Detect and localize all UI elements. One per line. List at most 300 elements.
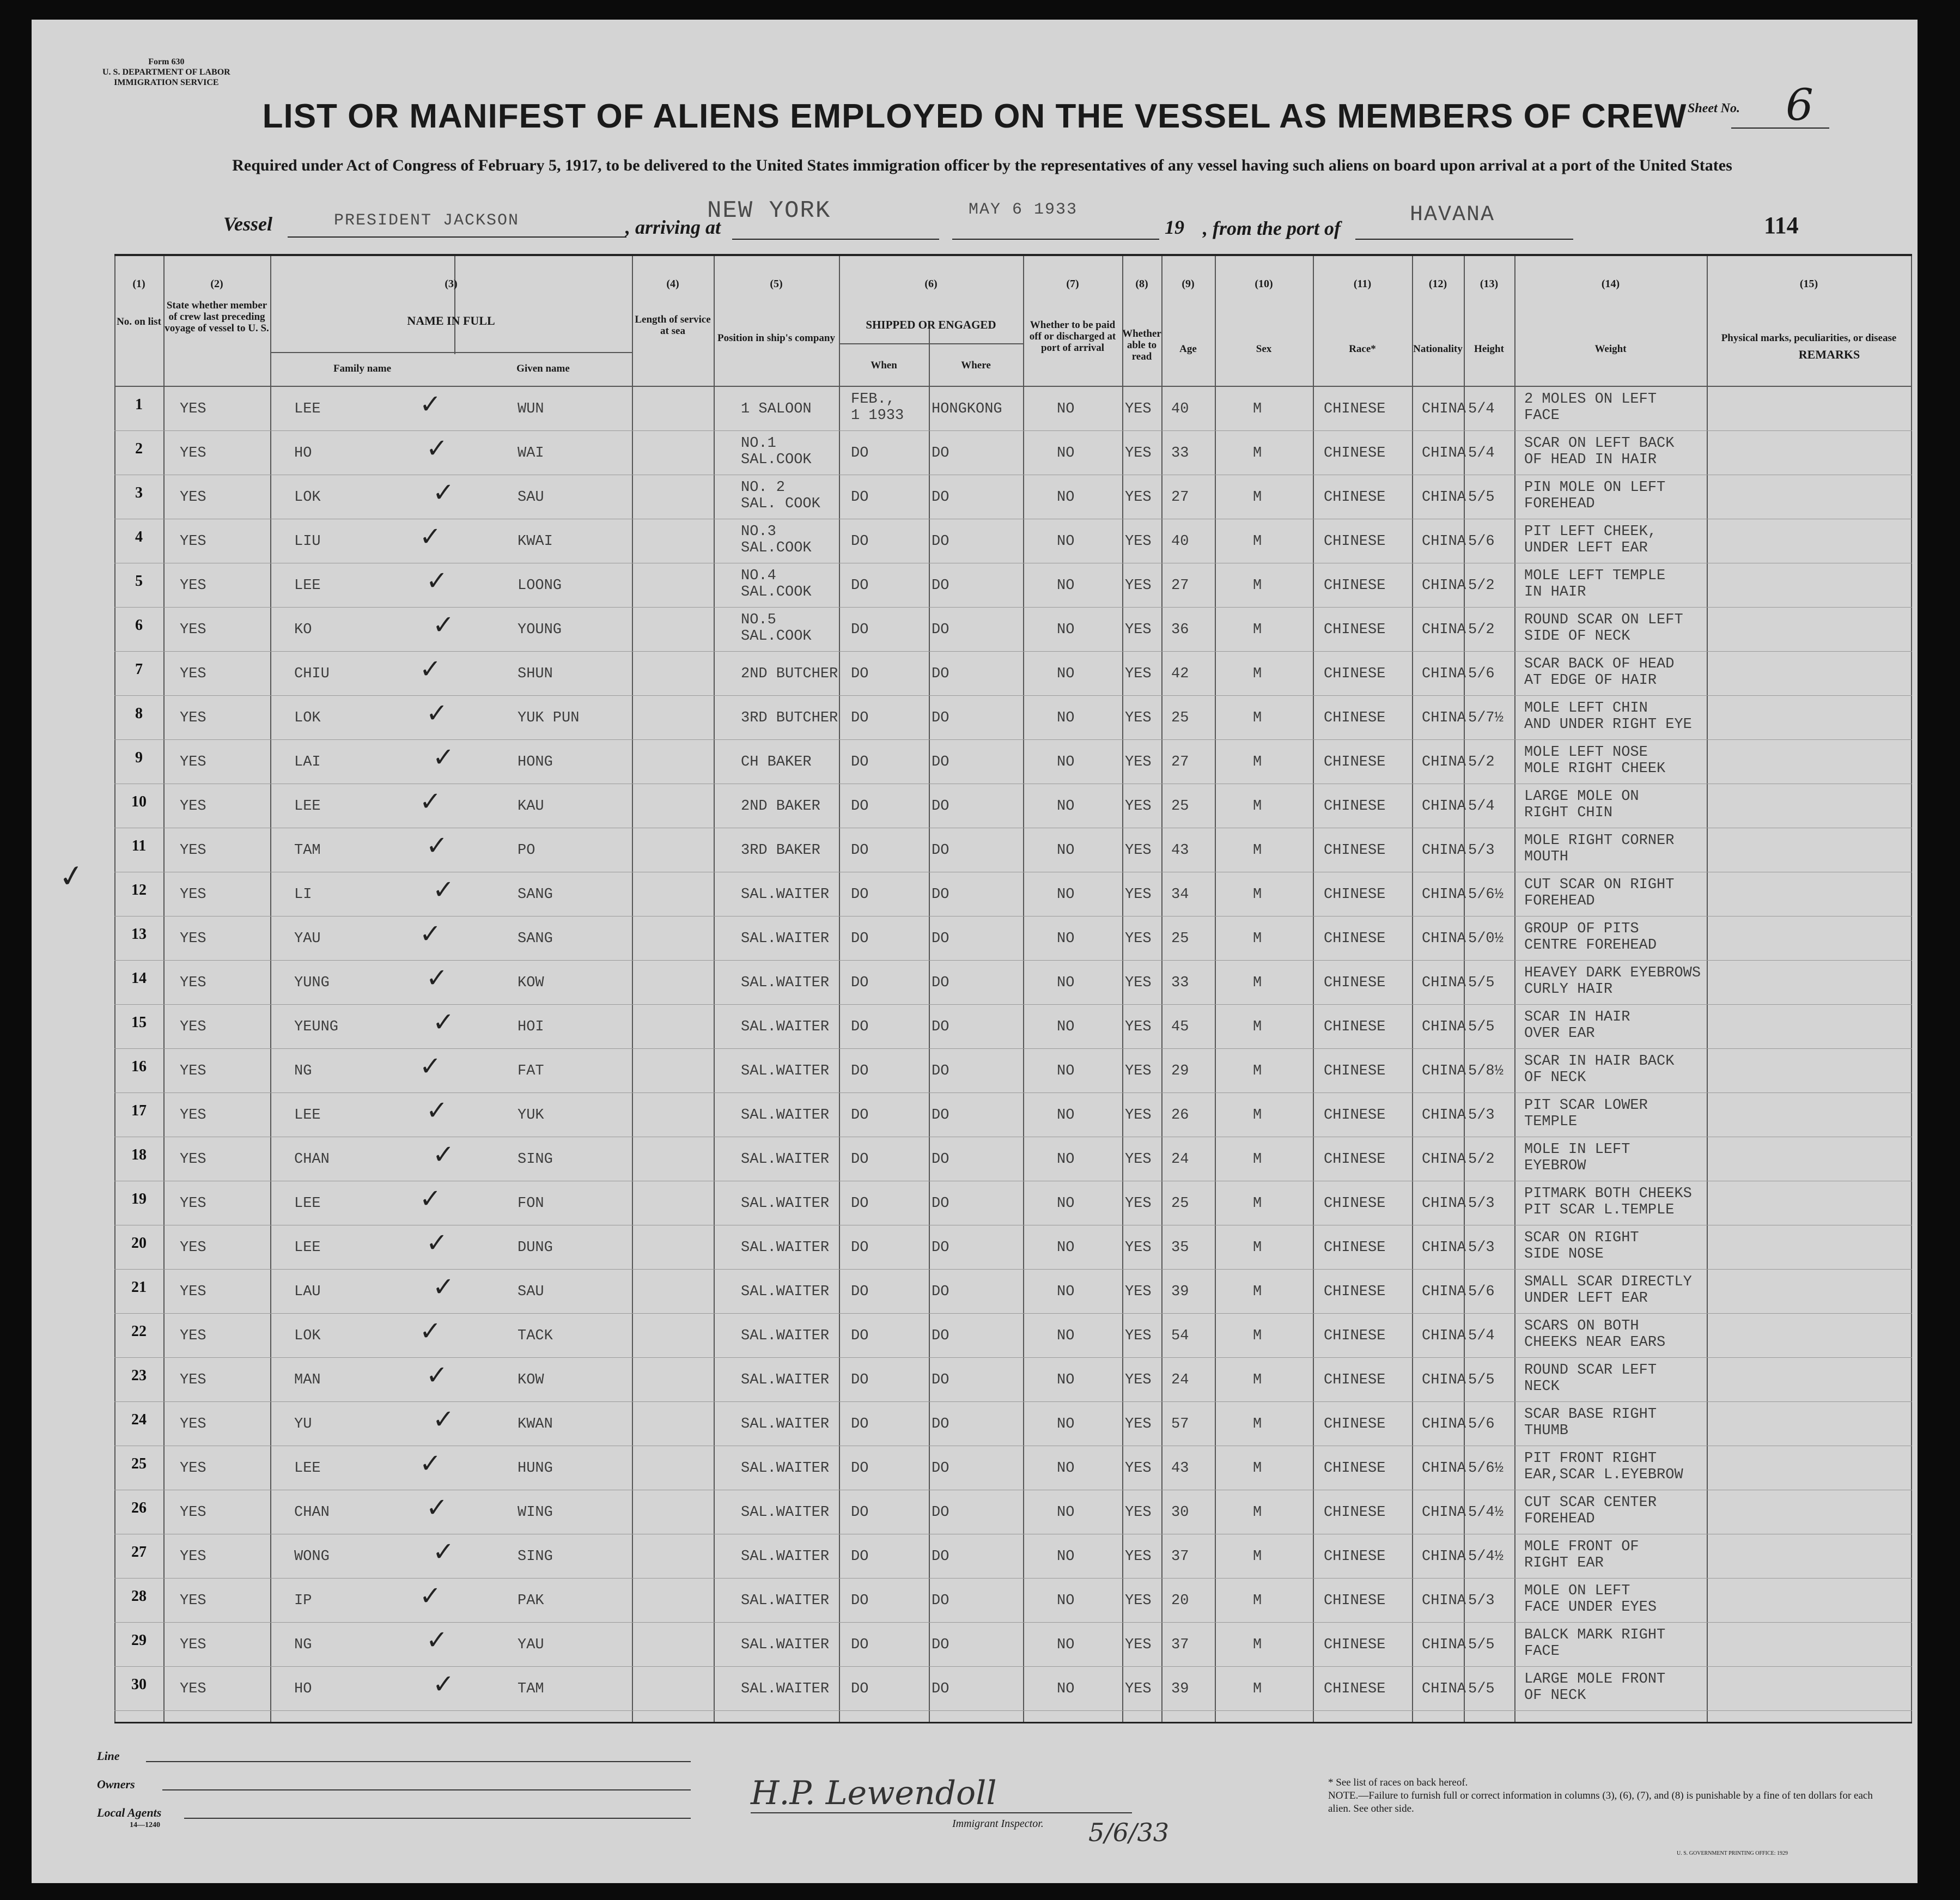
cell-sex: M [1253,666,1262,682]
department-name: U. S. DEPARTMENT OF LABOR [102,68,230,77]
cell-race: CHINESE [1324,842,1386,859]
cell-marks: PIN MOLE ON LEFT FOREHEAD [1524,479,1666,512]
cell-when: DO [851,1504,869,1521]
cell-sex: M [1253,1416,1262,1432]
cell-read: YES [1125,1063,1152,1079]
header-no-on-list: No. on list [117,316,161,327]
cell-read: YES [1125,887,1152,903]
cell-prev: YES [180,1372,206,1388]
cell-when: DO [851,1328,869,1344]
cell-sex: M [1253,1019,1262,1035]
cell-race: CHINESE [1324,1063,1386,1079]
checkmark-icon: ✓ [433,1139,455,1170]
table-row [114,916,1912,960]
cell-height: 5/2 [1468,754,1495,770]
cell-where: DO [932,1019,949,1035]
cell-position: 2ND BUTCHER [741,666,838,682]
checkmark-icon: ✓ [419,521,442,552]
cell-when: DO [851,1107,869,1124]
cell-given: SAU [518,489,544,506]
cell-no: 6 [135,617,143,634]
cell-race: CHINESE [1324,1416,1386,1432]
cell-height: 5/5 [1468,1637,1495,1653]
cell-family: LAU [294,1284,321,1300]
name-subheader-rule [270,352,632,353]
cell-position: CH BAKER [741,754,812,770]
cell-position: 2ND BAKER [741,798,820,815]
cell-read: YES [1125,1681,1152,1697]
cell-race: CHINESE [1324,975,1386,991]
cell-age: 43 [1171,1460,1189,1477]
cell-family: CHAN [294,1151,330,1168]
cell-read: YES [1125,1019,1152,1035]
cell-read: YES [1125,578,1152,594]
cell-paid: NO [1057,1504,1075,1521]
cell-prev: YES [180,1151,206,1168]
table-row [114,1314,1912,1357]
cell-height: 5/6 [1468,1284,1495,1300]
cell-paid: NO [1057,622,1075,638]
from-port-label: , from the port of [1203,217,1341,239]
cell-given: YUK [518,1107,544,1124]
cell-race: CHINESE [1324,666,1386,682]
year-label: 19 [1165,216,1184,238]
header-nationality: Nationality [1413,343,1463,355]
cell-paid: NO [1057,1195,1075,1212]
header-name-in-full: NAME IN FULL [407,314,495,327]
cell-height: 5/2 [1468,1151,1495,1168]
checkmark-icon: ✓ [419,1183,442,1214]
cell-paid: NO [1057,666,1075,682]
cell-where: DO [932,754,949,770]
cell-sex: M [1253,1549,1262,1565]
header-age: Age [1179,343,1197,355]
cell-given: TAM [518,1681,544,1697]
cell-race: CHINESE [1324,401,1386,417]
col-number: (9) [1182,278,1195,290]
cell-where: DO [932,1372,949,1388]
cell-given: YAU [518,1637,544,1653]
cell-read: YES [1125,533,1152,550]
cell-family: IP [294,1593,312,1609]
cell-height: 5/3 [1468,1593,1495,1609]
printer-imprint: U. S. GOVERNMENT PRINTING OFFICE: 1929 [1677,1850,1788,1856]
cell-no: 24 [131,1411,147,1428]
cell-paid: NO [1057,798,1075,815]
cell-position: 3RD BAKER [741,842,820,859]
cell-given: KWAN [518,1416,553,1432]
cell-given: YOUNG [518,622,562,638]
cell-height: 5/7½ [1468,710,1504,726]
cell-prev: YES [180,533,206,550]
cell-sex: M [1253,578,1262,594]
cell-paid: NO [1057,1593,1075,1609]
cell-marks: MOLE LEFT TEMPLE IN HAIR [1524,568,1666,600]
cell-age: 27 [1171,754,1189,770]
cell-nat: CHINA [1422,1681,1466,1697]
header-able-read: Whether able to read [1122,328,1161,362]
checkmark-icon: ✓ [419,1316,442,1346]
cell-marks: CUT SCAR CENTER FOREHEAD [1524,1495,1657,1527]
cell-read: YES [1125,1195,1152,1212]
cell-nat: CHINA [1422,1460,1466,1477]
cell-given: HUNG [518,1460,553,1477]
cell-race: CHINESE [1324,1504,1386,1521]
header-race: Race* [1349,343,1376,355]
cell-height: 5/5 [1468,1019,1495,1035]
checkmark-icon: ✓ [433,477,455,508]
cell-race: CHINESE [1324,710,1386,726]
cell-read: YES [1125,1637,1152,1653]
cell-no: 28 [131,1588,147,1605]
cell-position: SAL.WAITER [741,1549,830,1565]
cell-prev: YES [180,1416,206,1432]
checkmark-icon: ✓ [426,1095,448,1126]
cell-height: 5/4½ [1468,1504,1504,1521]
cell-when: DO [851,1019,869,1035]
table-row [114,1137,1912,1181]
cell-no: 4 [135,529,143,545]
cell-family: LOK [294,1328,321,1344]
cell-nat: CHINA [1422,931,1466,947]
cell-nat: CHINA [1422,887,1466,903]
table-row [114,475,1912,519]
cell-age: 20 [1171,1593,1189,1609]
cell-paid: NO [1057,1284,1075,1300]
cell-when: DO [851,445,869,462]
cell-when: DO [851,1284,869,1300]
document-title: LIST OR MANIFEST OF ALIENS EMPLOYED ON THE VESSEL AS MEMBERS OF CREW [262,98,1687,135]
cell-height: 5/3 [1468,842,1495,859]
cell-family: YAU [294,931,321,947]
cell-read: YES [1125,1328,1152,1344]
col-number: (11) [1353,278,1372,290]
cell-when: DO [851,1240,869,1256]
cell-sex: M [1253,1372,1262,1388]
cell-family: KO [294,622,312,638]
cell-age: 39 [1171,1681,1189,1697]
cell-age: 24 [1171,1151,1189,1168]
cell-given: LOONG [518,578,562,594]
cell-where: DO [932,1593,949,1609]
cell-nat: CHINA [1422,1284,1466,1300]
cell-race: CHINESE [1324,1107,1386,1124]
checkmark-icon: ✓ [426,1492,448,1523]
service-name: IMMIGRATION SERVICE [114,78,219,87]
cell-prev: YES [180,975,206,991]
cell-no: 2 [135,440,143,457]
cell-read: YES [1125,1549,1152,1565]
cell-where: DO [932,1416,949,1432]
cell-read: YES [1125,931,1152,947]
cell-no: 25 [131,1455,147,1472]
cell-age: 26 [1171,1107,1189,1124]
cell-prev: YES [180,798,206,815]
cell-read: YES [1125,1504,1152,1521]
cell-family: MAN [294,1372,321,1388]
cell-marks: SCAR ON LEFT BACK OF HEAD IN HAIR [1524,435,1675,468]
cell-marks: ROUND SCAR LEFT NECK [1524,1362,1657,1395]
cell-race: CHINESE [1324,1019,1386,1035]
cell-race: CHINESE [1324,1372,1386,1388]
cell-height: 5/8½ [1468,1063,1504,1079]
cell-prev: YES [180,842,206,859]
cell-position: NO.4 SAL.COOK [741,568,812,600]
col-number: (14) [1601,278,1620,290]
checkmark-icon: ✓ [426,830,448,861]
cell-race: CHINESE [1324,1460,1386,1477]
cell-paid: NO [1057,710,1075,726]
table-row [114,431,1912,475]
cell-position: SAL.WAITER [741,975,830,991]
header-physical-marks: Physical marks, peculiarities, or disease [1721,332,1897,344]
cell-age: 35 [1171,1240,1189,1256]
checkmark-icon: ✓ [433,610,455,640]
cell-nat: CHINA [1422,1549,1466,1565]
cell-nat: CHINA [1422,1240,1466,1256]
cell-paid: NO [1057,1328,1075,1344]
cell-prev: YES [180,931,206,947]
cell-paid: NO [1057,842,1075,859]
cell-age: 27 [1171,489,1189,506]
cell-no: 14 [131,970,147,987]
cell-marks: CUT SCAR ON RIGHT FOREHEAD [1524,877,1675,909]
cell-family: LI [294,887,312,903]
cell-family: CHAN [294,1504,330,1521]
cell-sex: M [1253,1681,1262,1697]
table-row [114,1402,1912,1446]
cell-marks: PIT LEFT CHEEK, UNDER LEFT EAR [1524,524,1657,556]
checkmark-icon: ✓ [426,1625,448,1655]
cell-height: 5/4 [1468,798,1495,815]
cell-prev: YES [180,1460,206,1477]
cell-sex: M [1253,1504,1262,1521]
cell-no: 8 [135,705,143,722]
cell-marks: SCARS ON BOTH CHEEKS NEAR EARS [1524,1318,1666,1351]
cell-age: 25 [1171,931,1189,947]
cell-nat: CHINA [1422,1328,1466,1344]
cell-where: DO [932,798,949,815]
checkmark-icon: ✓ [419,1448,442,1479]
cell-prev: YES [180,666,206,682]
cell-when: DO [851,1151,869,1168]
cell-given: KOW [518,1372,544,1388]
cell-family: LEE [294,1107,321,1124]
cell-marks: MOLE RIGHT CORNER MOUTH [1524,833,1675,865]
cell-paid: NO [1057,1549,1075,1565]
cell-when: DO [851,798,869,815]
table-row [114,563,1912,607]
cell-read: YES [1125,1460,1152,1477]
footnotes [1328,1776,1884,1816]
cell-given: PAK [518,1593,544,1609]
sheet-number-label: Sheet No. [1688,101,1740,116]
cell-family: YU [294,1416,312,1432]
cell-position: NO. 2 SAL. COOK [741,479,820,512]
col-number: (6) [924,278,938,290]
cell-where: DO [932,931,949,947]
table-row [114,1358,1912,1401]
cell-sex: M [1253,1593,1262,1609]
cell-age: 27 [1171,578,1189,594]
cell-where: DO [932,1063,949,1079]
cell-race: CHINESE [1324,1328,1386,1344]
cell-read: YES [1125,975,1152,991]
cell-paid: NO [1057,754,1075,770]
cell-race: CHINESE [1324,1681,1386,1697]
cell-when: DO [851,622,869,638]
cell-no: 3 [135,484,143,501]
checkmark-icon: ✓ [419,389,442,420]
cell-age: 25 [1171,798,1189,815]
cell-when: DO [851,842,869,859]
cell-nat: CHINA [1422,710,1466,726]
cell-when: FEB., 1 1933 [851,391,904,424]
cell-nat: CHINA [1422,1416,1466,1432]
cell-read: YES [1125,1372,1152,1388]
cell-where: DO [932,1195,949,1212]
cell-paid: NO [1057,1107,1075,1124]
cell-marks: SCAR IN HAIR BACK OF NECK [1524,1053,1675,1086]
cell-sex: M [1253,1151,1262,1168]
cell-where: DO [932,1460,949,1477]
cell-position: 1 SALOON [741,401,812,417]
cell-age: 37 [1171,1549,1189,1565]
inspector-signature: H.P. Lewendoll [751,1774,997,1812]
cell-no: 16 [131,1058,147,1075]
cell-read: YES [1125,622,1152,638]
form-number: Form 630 [148,57,185,66]
cell-where: DO [932,445,949,462]
cell-given: SHUN [518,666,553,682]
checkmark-icon: ✓ [419,654,442,684]
page-number: 114 [1764,212,1799,239]
cell-given: HOI [518,1019,544,1035]
cell-prev: YES [180,445,206,462]
table-row [114,1093,1912,1137]
cell-where: DO [932,1504,949,1521]
col-number: (3) [445,278,458,290]
cell-where: DO [932,1240,949,1256]
cell-when: DO [851,887,869,903]
cell-sex: M [1253,445,1262,462]
cell-where: DO [932,622,949,638]
checkmark-icon: ✓ [433,1404,455,1435]
cell-family: LIU [294,533,321,550]
checkmark-icon: ✓ [426,698,448,729]
cell-race: CHINESE [1324,754,1386,770]
cell-marks: SCAR BACK OF HEAD AT EDGE OF HAIR [1524,656,1675,689]
cell-marks: PITMARK BOTH CHEEKS PIT SCAR L.TEMPLE [1524,1186,1692,1218]
cell-read: YES [1125,754,1152,770]
cell-marks: SMALL SCAR DIRECTLY UNDER LEFT EAR [1524,1274,1692,1307]
cell-marks: MOLE IN LEFT EYEBROW [1524,1142,1630,1174]
cell-when: DO [851,975,869,991]
col-number: (2) [210,278,223,290]
cell-age: 39 [1171,1284,1189,1300]
signature-line [751,1812,1132,1813]
cell-height: 5/3 [1468,1195,1495,1212]
table-row [114,872,1912,916]
cell-race: CHINESE [1324,798,1386,815]
cell-given: SING [518,1549,553,1565]
cell-family: NG [294,1637,312,1653]
cell-prev: YES [180,1549,206,1565]
cell-sex: M [1253,1063,1262,1079]
cell-age: 25 [1171,710,1189,726]
header-family-name: Family name [333,363,392,374]
cell-prev: YES [180,622,206,638]
col-number: (8) [1135,278,1148,290]
cell-when: DO [851,1416,869,1432]
table-row [114,1181,1912,1225]
cell-race: CHINESE [1324,1593,1386,1609]
cell-paid: NO [1057,1416,1075,1432]
cell-when: DO [851,710,869,726]
cell-marks: MOLE LEFT CHIN AND UNDER RIGHT EYE [1524,700,1692,733]
table-row [114,1446,1912,1490]
cell-no: 18 [131,1146,147,1163]
cell-where: DO [932,533,949,550]
cell-nat: CHINA [1422,489,1466,506]
cell-marks: MOLE ON LEFT FACE UNDER EYES [1524,1583,1657,1616]
checkmark-icon: ✓ [433,1007,455,1037]
cell-given: WING [518,1504,553,1521]
cell-family: YEUNG [294,1019,339,1035]
cell-nat: CHINA [1422,1195,1466,1212]
cell-sex: M [1253,1240,1262,1256]
vessel-label: Vessel [223,213,272,235]
penalty-note: NOTE.—Failure to furnish full or correct information in columns (3), (6), (7), and (8) is punishable by a fine of ten dollars for each alien. See other side. [1328,1790,1873,1814]
cell-no: 10 [131,793,147,810]
cell-prev: YES [180,754,206,770]
table-row [114,961,1912,1004]
cell-marks: LARGE MOLE ON RIGHT CHIN [1524,788,1639,821]
cell-where: DO [932,1151,949,1168]
cell-no: 30 [131,1676,147,1693]
cell-family: LEE [294,578,321,594]
cell-family: LEE [294,1460,321,1477]
cell-when: DO [851,1372,869,1388]
cell-race: CHINESE [1324,887,1386,903]
cell-family: TAM [294,842,321,859]
cell-paid: NO [1057,1151,1075,1168]
cell-nat: CHINA [1422,798,1466,815]
cell-no: 13 [131,926,147,943]
cell-height: 5/6½ [1468,887,1504,903]
cell-nat: CHINA [1422,1151,1466,1168]
cell-nat: CHINA [1422,975,1466,991]
cell-sex: M [1253,533,1262,550]
cell-marks: MOLE FRONT OF RIGHT EAR [1524,1539,1639,1571]
cell-prev: YES [180,710,206,726]
cell-prev: YES [180,1637,206,1653]
cell-sex: M [1253,931,1262,947]
cell-position: SAL.WAITER [741,1063,830,1079]
cell-given: SING [518,1151,553,1168]
cell-race: CHINESE [1324,931,1386,947]
cell-paid: NO [1057,489,1075,506]
cell-nat: CHINA [1422,622,1466,638]
cell-where: DO [932,842,949,859]
header-remarks: REMARKS [1798,348,1860,361]
cell-family: LEE [294,798,321,815]
cell-no: 23 [131,1367,147,1384]
cell-when: DO [851,1681,869,1697]
cell-read: YES [1125,445,1152,462]
header-where: Where [961,360,991,371]
cell-prev: YES [180,1195,206,1212]
